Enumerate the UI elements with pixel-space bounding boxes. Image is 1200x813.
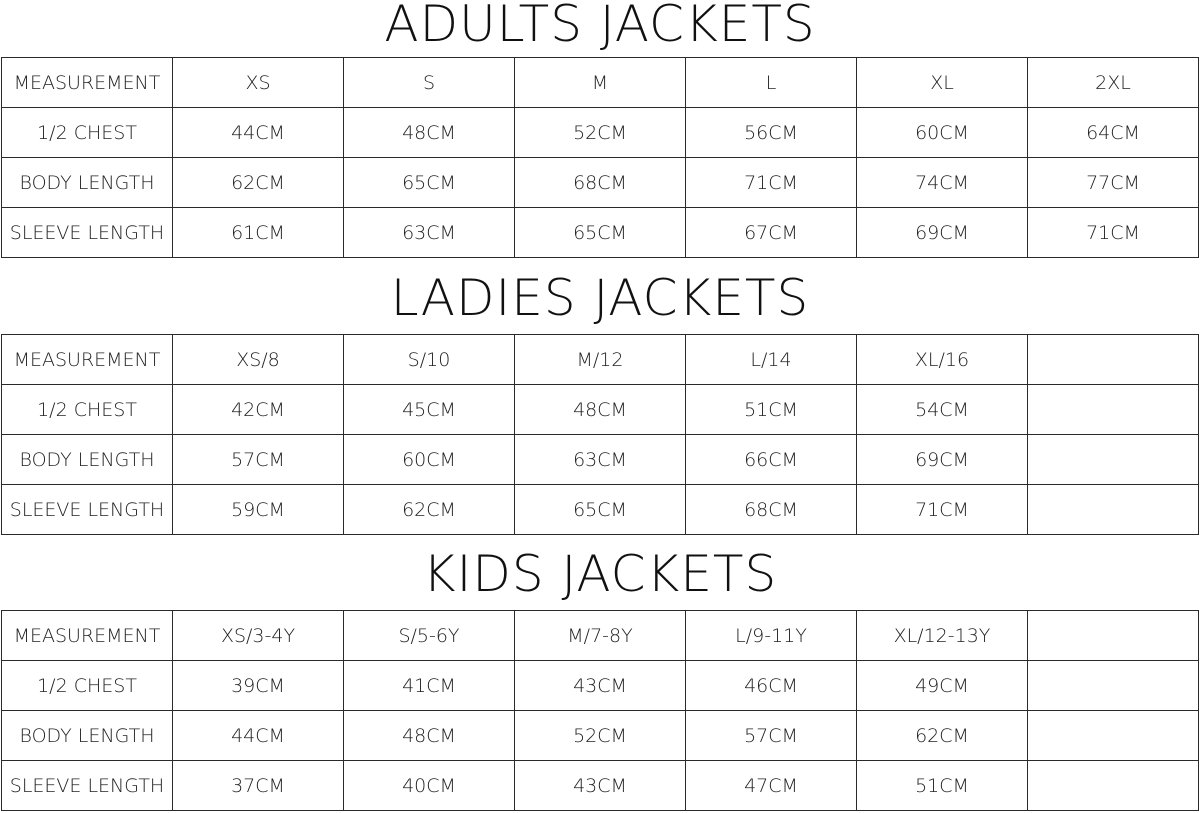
table-cell: 48CM xyxy=(515,385,686,435)
row-label: MEASUREMENT xyxy=(2,335,173,385)
table-cell: 48CM xyxy=(344,108,515,158)
table-cell: 51CM xyxy=(857,761,1028,811)
table-cell: 57CM xyxy=(686,711,857,761)
table-cell: 56CM xyxy=(686,108,857,158)
table-cell: 63CM xyxy=(515,435,686,485)
size-header-cell: 2XL xyxy=(1028,58,1199,108)
size-header-cell: L/9-11Y xyxy=(686,611,857,661)
table-cell: 67CM xyxy=(686,208,857,258)
table-cell: 71CM xyxy=(857,485,1028,535)
table-row xyxy=(2,661,1199,711)
table-cell: 49CM xyxy=(857,661,1028,711)
table-cell: 59CM xyxy=(173,485,344,535)
size-header-cell: M/7-8Y xyxy=(515,611,686,661)
row-label: 1/2 CHEST xyxy=(2,661,173,711)
table-row xyxy=(2,208,1199,258)
size-header-cell: XS xyxy=(173,58,344,108)
table-cell: 62CM xyxy=(344,485,515,535)
table-cell: 77CM xyxy=(1028,158,1199,208)
table-cell: 69CM xyxy=(857,208,1028,258)
table-row xyxy=(2,108,1199,158)
table-cell: 39CM xyxy=(173,661,344,711)
size-header-cell: S xyxy=(344,58,515,108)
row-label: BODY LENGTH xyxy=(2,711,173,761)
table-row xyxy=(2,385,1199,435)
table-cell: 43CM xyxy=(515,761,686,811)
size-header-cell: S/10 xyxy=(344,335,515,385)
table-cell: 68CM xyxy=(515,158,686,208)
table-cell: 57CM xyxy=(173,435,344,485)
table-cell: 68CM xyxy=(686,485,857,535)
table-row xyxy=(2,335,1199,385)
row-label: BODY LENGTH xyxy=(2,435,173,485)
row-label: SLEEVE LENGTH xyxy=(2,485,173,535)
table-cell: 61CM xyxy=(173,208,344,258)
table-cell: 52CM xyxy=(515,108,686,158)
row-label: 1/2 CHEST xyxy=(2,385,173,435)
row-label: 1/2 CHEST xyxy=(2,108,173,158)
table-cell: 65CM xyxy=(515,485,686,535)
table-row xyxy=(2,711,1199,761)
table-row xyxy=(2,58,1199,108)
table-cell: 62CM xyxy=(173,158,344,208)
empty-cell xyxy=(1028,611,1199,661)
kids-size-table xyxy=(1,610,1199,811)
table-cell: 60CM xyxy=(344,435,515,485)
ladies-size-table xyxy=(1,334,1199,535)
table-cell: 74CM xyxy=(857,158,1028,208)
table-cell: 45CM xyxy=(344,385,515,435)
table-cell: 42CM xyxy=(173,385,344,435)
row-label: MEASUREMENT xyxy=(2,58,173,108)
empty-cell xyxy=(1028,661,1199,711)
row-label: BODY LENGTH xyxy=(2,158,173,208)
table-row xyxy=(2,485,1199,535)
table-row xyxy=(2,761,1199,811)
ladies-jackets-title: LADIES JACKETS xyxy=(390,269,810,327)
table-cell: 43CM xyxy=(515,661,686,711)
size-header-cell: XL/16 xyxy=(857,335,1028,385)
table-row xyxy=(2,158,1199,208)
size-header-cell: XS/8 xyxy=(173,335,344,385)
table-cell: 40CM xyxy=(344,761,515,811)
table-cell: 48CM xyxy=(344,711,515,761)
size-header-cell: M xyxy=(515,58,686,108)
empty-cell xyxy=(1028,385,1199,435)
empty-cell xyxy=(1028,761,1199,811)
table-cell: 52CM xyxy=(515,711,686,761)
table-row xyxy=(2,435,1199,485)
row-label: MEASUREMENT xyxy=(2,611,173,661)
table-cell: 54CM xyxy=(857,385,1028,435)
adults-size-table xyxy=(1,57,1199,258)
table-cell: 69CM xyxy=(857,435,1028,485)
size-header-cell: L xyxy=(686,58,857,108)
row-label: SLEEVE LENGTH xyxy=(2,761,173,811)
row-label: SLEEVE LENGTH xyxy=(2,208,173,258)
table-cell: 46CM xyxy=(686,661,857,711)
table-cell: 62CM xyxy=(857,711,1028,761)
size-header-cell: XL xyxy=(857,58,1028,108)
table-cell: 63CM xyxy=(344,208,515,258)
size-header-cell: XS/3-4Y xyxy=(173,611,344,661)
table-cell: 44CM xyxy=(173,108,344,158)
table-cell: 71CM xyxy=(686,158,857,208)
table-cell: 51CM xyxy=(686,385,857,435)
table-cell: 65CM xyxy=(344,158,515,208)
empty-cell xyxy=(1028,335,1199,385)
kids-jackets-title: KIDS JACKETS xyxy=(422,545,778,603)
table-cell: 41CM xyxy=(344,661,515,711)
size-header-cell: S/5-6Y xyxy=(344,611,515,661)
table-cell: 44CM xyxy=(173,711,344,761)
table-cell: 47CM xyxy=(686,761,857,811)
table-cell: 71CM xyxy=(1028,208,1199,258)
size-header-cell: M/12 xyxy=(515,335,686,385)
table-row xyxy=(2,611,1199,661)
size-header-cell: XL/12-13Y xyxy=(857,611,1028,661)
size-header-cell: L/14 xyxy=(686,335,857,385)
empty-cell xyxy=(1028,485,1199,535)
empty-cell xyxy=(1028,435,1199,485)
table-cell: 60CM xyxy=(857,108,1028,158)
empty-cell xyxy=(1028,711,1199,761)
table-cell: 66CM xyxy=(686,435,857,485)
table-cell: 64CM xyxy=(1028,108,1199,158)
table-cell: 37CM xyxy=(173,761,344,811)
table-cell: 65CM xyxy=(515,208,686,258)
adults-jackets-title: ADULTS JACKETS xyxy=(384,0,816,53)
